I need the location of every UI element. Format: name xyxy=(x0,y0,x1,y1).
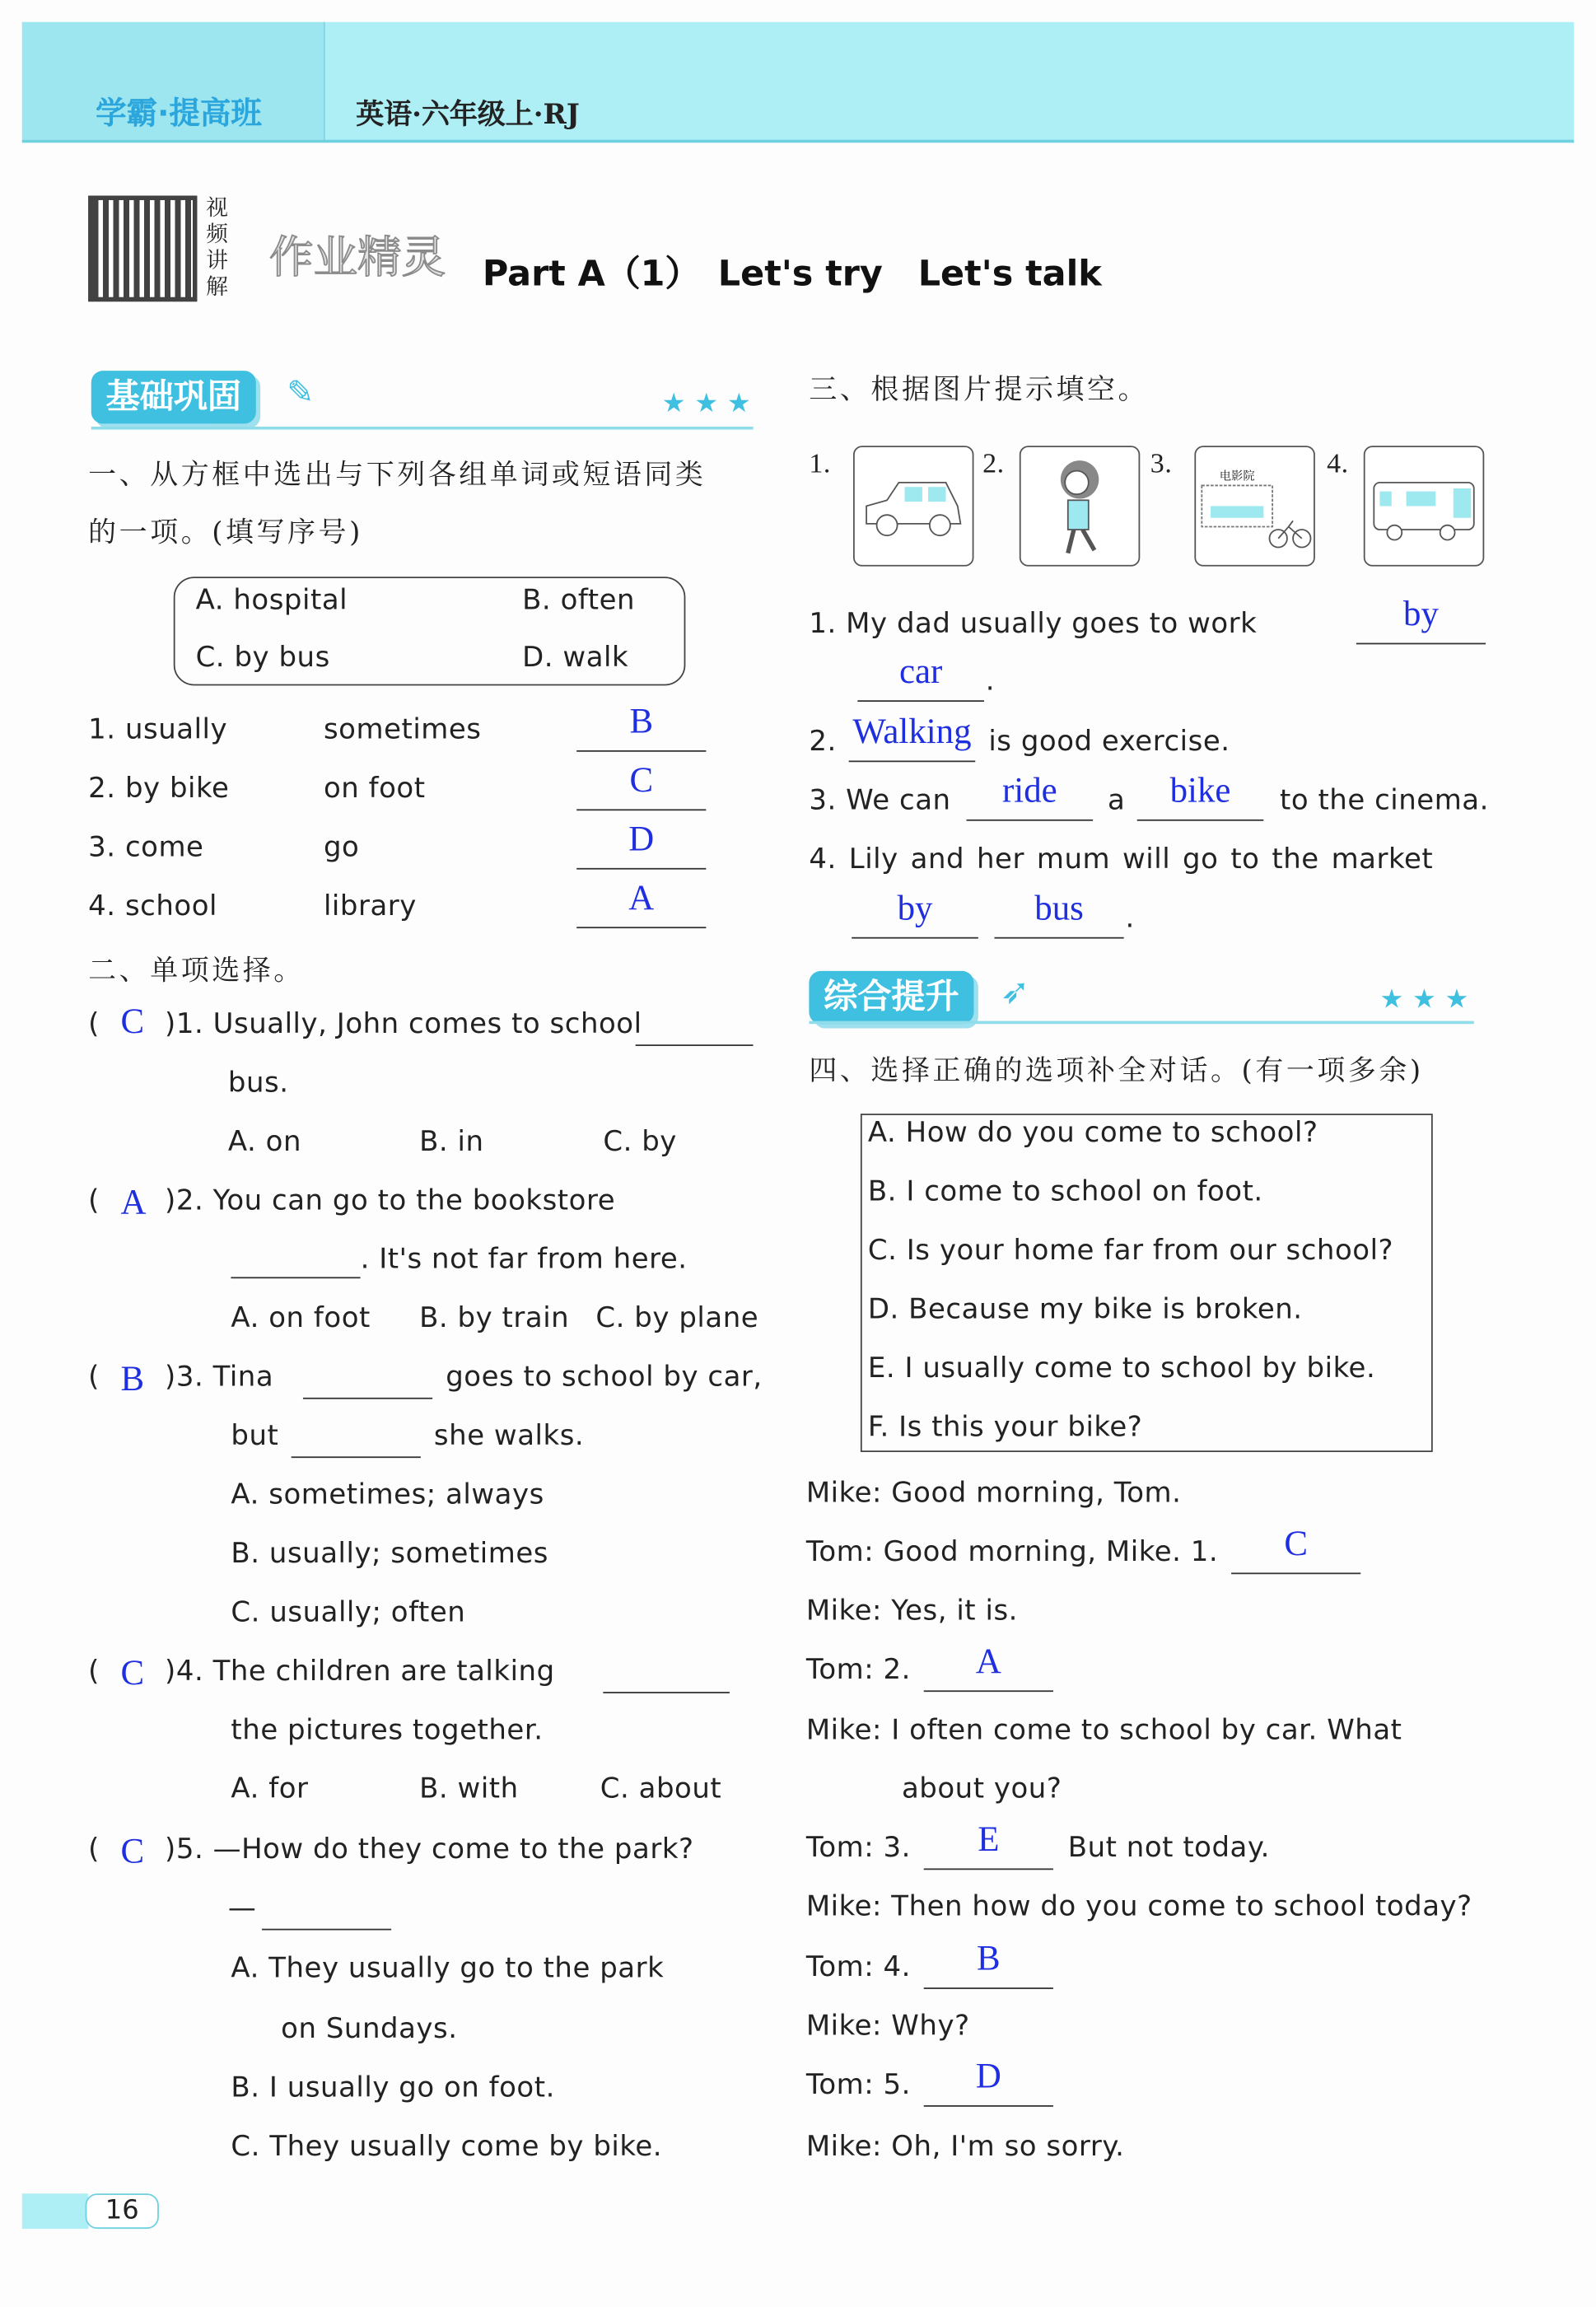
answer-blank[interactable] xyxy=(576,750,706,752)
answer: bus xyxy=(1034,890,1084,929)
q2-instruction: 二、单项选择。 xyxy=(88,955,305,988)
mc-stem-2: bus. xyxy=(227,1066,289,1100)
answer-blank[interactable] xyxy=(576,809,706,810)
mc-option: A. They usually go to the park xyxy=(231,1952,665,1985)
answer: bike xyxy=(1169,772,1231,811)
answer-blank[interactable] xyxy=(857,700,984,702)
option-d: D. walk xyxy=(522,641,629,675)
answer-blank[interactable] xyxy=(924,1690,1053,1692)
answer-blank[interactable] xyxy=(924,2105,1053,2107)
mc-answer: C xyxy=(120,1003,145,1042)
page-number-strip xyxy=(22,2193,88,2229)
q4-option: D. Because my bike is broken. xyxy=(867,1293,1303,1326)
answer-blank[interactable] xyxy=(849,760,976,762)
section-badge-advanced: 综合提升 xyxy=(809,971,973,1024)
answer-blank[interactable] xyxy=(603,1692,730,1693)
answer-blank[interactable] xyxy=(262,1929,391,1931)
q4-option: B. I come to school on foot. xyxy=(867,1175,1263,1208)
answer: car xyxy=(898,653,943,692)
pic-number: 4. xyxy=(1327,448,1349,480)
item-word-2: on foot xyxy=(323,772,426,806)
mc-answer: A xyxy=(120,1184,147,1223)
q1-instruction: 一、从方框中选出与下列各组单词或短语同类 xyxy=(88,459,707,492)
answer-blank[interactable] xyxy=(967,820,1094,821)
dialogue-line: Mike: Yes, it is. xyxy=(805,1595,1018,1628)
answer-blank[interactable] xyxy=(231,1277,360,1278)
dialogue-line: Mike: Good morning, Tom. xyxy=(805,1477,1182,1510)
mc-option: B. in xyxy=(419,1125,484,1158)
qr-caption: 视频讲解 xyxy=(206,194,228,301)
answer: by xyxy=(1403,595,1439,634)
s3-a: a xyxy=(1108,784,1126,817)
item-word: 4. school xyxy=(88,890,217,922)
answer-blank[interactable] xyxy=(636,1044,754,1046)
mc-option: C. by xyxy=(603,1125,677,1158)
answer-blank[interactable] xyxy=(852,937,978,939)
mc-stem-2: the pictures together. xyxy=(231,1713,544,1747)
mc-option: A. on xyxy=(227,1125,302,1158)
dialogue-line: Mike: Why? xyxy=(805,2009,970,2043)
option-c: C. by bus xyxy=(195,641,330,675)
difficulty-stars: ★★★ xyxy=(1379,983,1478,1016)
bus-picture xyxy=(1364,446,1484,566)
dialogue-line: Tom: 4. xyxy=(805,1950,911,1983)
watermark: 作业精灵 xyxy=(268,232,446,284)
mc-option: B. I usually go on foot. xyxy=(231,2071,555,2104)
mc-option: C. usually; often xyxy=(231,1596,466,1629)
mc-stem-2: — xyxy=(227,1892,257,1925)
mc-answer: C xyxy=(120,1833,145,1872)
q4-option: F. Is this your bike? xyxy=(867,1410,1143,1444)
q4-option: A. How do you come to school? xyxy=(867,1116,1318,1150)
dialogue-line: Mike: Oh, I'm so sorry. xyxy=(805,2130,1125,2163)
mc-answer: B xyxy=(120,1361,145,1399)
paren: ( xyxy=(88,1184,100,1217)
page-number: 16 xyxy=(86,2193,159,2229)
q1-instruction-2: 的一项。(填写序号) xyxy=(88,516,363,549)
answer: E xyxy=(978,1821,1000,1860)
answer: by xyxy=(897,890,933,929)
mc-option: on Sundays. xyxy=(281,2012,458,2045)
s2-text: is good exercise. xyxy=(988,725,1230,758)
item-word-2: library xyxy=(323,890,417,922)
q4-instruction: 四、选择正确的选项补全对话。(有一项多余) xyxy=(809,1054,1424,1088)
mc-stem-2: . It's not far from here. xyxy=(360,1243,688,1276)
mc-option: B. usually; sometimes xyxy=(231,1537,548,1570)
answer: A xyxy=(975,1643,1001,1682)
mc-option: C. They usually come by bike. xyxy=(231,2130,663,2163)
q3-instruction: 三、根据图片提示填空。 xyxy=(809,373,1150,406)
walking-girl-picture xyxy=(1020,446,1140,566)
answer: C xyxy=(629,762,654,801)
answer: C xyxy=(1284,1525,1308,1564)
s3-end: to the cinema. xyxy=(1279,784,1489,817)
mc-option: A. for xyxy=(231,1772,309,1805)
answer-blank[interactable] xyxy=(576,927,706,928)
answer-blank[interactable] xyxy=(303,1398,432,1399)
answer-blank[interactable] xyxy=(292,1456,421,1458)
period: . xyxy=(985,665,996,698)
mc-stem: )5. —How do they come to the park? xyxy=(165,1833,694,1866)
mc-stem: )3. Tina xyxy=(165,1361,274,1394)
answer-blank[interactable] xyxy=(1137,820,1264,821)
pic-number: 2. xyxy=(982,448,1005,480)
mc-option: B. by train xyxy=(419,1301,570,1335)
mc-stem: )2. You can go to the bookstore xyxy=(165,1184,616,1217)
s2-number: 2. xyxy=(809,725,837,758)
dialogue-after: But not today. xyxy=(1067,1831,1270,1865)
item-word-2: sometimes xyxy=(323,713,482,746)
dialogue-line: Tom: Good morning, Mike. 1. xyxy=(805,1535,1219,1569)
mc-stem-b: goes to school by car, xyxy=(446,1361,763,1394)
mc-option: C. about xyxy=(600,1772,722,1805)
pencil-icon: ✎ xyxy=(287,375,315,413)
dialogue-line: Tom: 3. xyxy=(805,1831,911,1865)
paren: ( xyxy=(88,1361,100,1394)
s1-text: 1. My dad usually goes to work xyxy=(809,607,1258,640)
q4-option: C. Is your home far from our school? xyxy=(867,1234,1394,1267)
dialogue-line: Tom: 5. xyxy=(805,2068,911,2101)
difficulty-stars: ★★★ xyxy=(661,388,760,420)
mc-stem: )4. The children are talking xyxy=(165,1655,555,1688)
period: . xyxy=(1125,901,1135,935)
dialogue-line: Mike: Then how do you come to school today? xyxy=(805,1890,1472,1923)
answer-blank[interactable] xyxy=(924,1987,1053,1989)
answer-blank[interactable] xyxy=(576,868,706,870)
pic-number: 3. xyxy=(1150,448,1173,480)
paren: ( xyxy=(88,1833,100,1866)
brand-title: 学霸·提高班 xyxy=(96,96,262,131)
cinema-sign: 电影院 xyxy=(1219,469,1255,483)
item-word-2: go xyxy=(323,831,360,864)
pic-number: 1. xyxy=(809,448,831,480)
answer: D xyxy=(628,820,655,860)
car-picture xyxy=(853,446,973,566)
answer-blank[interactable] xyxy=(1356,643,1486,645)
answer: ride xyxy=(1002,772,1057,811)
paren: ( xyxy=(88,1007,100,1040)
dialogue-line: about you? xyxy=(901,1772,1062,1805)
qr-code[interactable] xyxy=(88,196,197,302)
answer-blank[interactable] xyxy=(924,1868,1053,1870)
item-word: 2. by bike xyxy=(88,772,230,806)
option-b: B. often xyxy=(522,584,636,617)
rocket-icon: ➶ xyxy=(1000,970,1030,1012)
item-word: 3. come xyxy=(88,831,204,864)
section-underline xyxy=(809,1021,1473,1025)
item-word: 1. usually xyxy=(88,713,228,746)
dialogue-line: Tom: 2. xyxy=(805,1653,911,1686)
dialogue-line: Mike: I often come to school by car. What xyxy=(805,1713,1402,1747)
answer: B xyxy=(977,1940,1001,1979)
q4-options-box xyxy=(861,1114,1433,1452)
subject-label: 英语·六年级上·RJ xyxy=(356,98,580,131)
mc-option: C. by plane xyxy=(595,1301,759,1335)
cinema-bike-picture xyxy=(1194,446,1314,566)
mc-option: A. on foot xyxy=(231,1301,371,1335)
answer-blank[interactable] xyxy=(994,937,1123,939)
mc-stem: )1. Usually, John comes to school xyxy=(165,1007,642,1040)
section-badge-basics: 基础巩固 xyxy=(91,371,256,423)
mc-answer: C xyxy=(120,1655,145,1693)
answer: Walking xyxy=(852,713,972,752)
answer-blank[interactable] xyxy=(1231,1572,1360,1574)
q4-option: E. I usually come to school by bike. xyxy=(867,1352,1376,1385)
mc-stem-2b: she walks. xyxy=(433,1419,585,1452)
paren: ( xyxy=(88,1655,100,1688)
answer: D xyxy=(975,2057,1001,2097)
answer: B xyxy=(629,703,654,742)
page-header xyxy=(22,22,1574,142)
answer: A xyxy=(628,880,655,918)
option-a: A. hospital xyxy=(195,584,348,617)
section-underline xyxy=(91,427,754,430)
mc-stem-2: but xyxy=(231,1419,279,1452)
page-title: Part A（1） Let's try Let's talk xyxy=(482,253,1102,295)
s3-text: 3. We can xyxy=(809,784,951,817)
s4-text: 4. Lily and her mum will go to the market xyxy=(809,843,1434,876)
mc-option: B. with xyxy=(419,1772,519,1805)
mc-option: A. sometimes; always xyxy=(231,1478,544,1511)
